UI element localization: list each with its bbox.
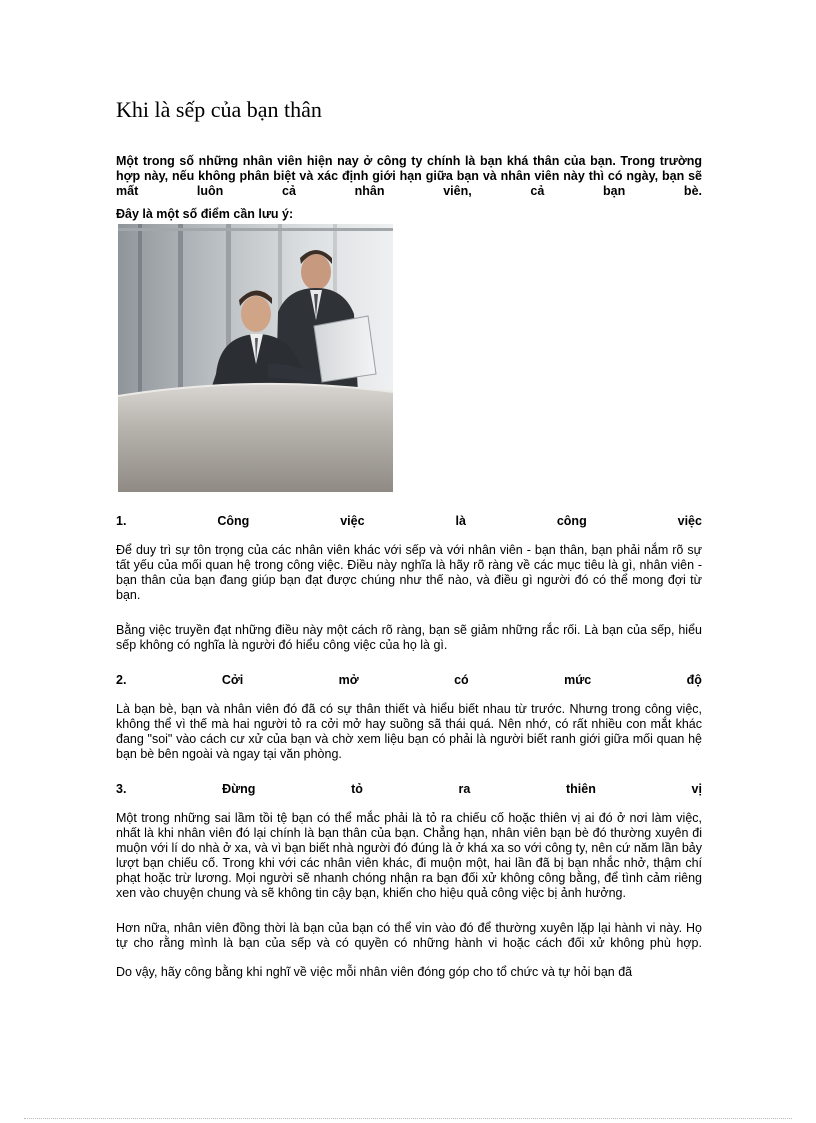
- section-1-heading-word: việc: [340, 514, 365, 528]
- section-3-paragraph-1: Một trong những sai lầm tồi tệ bạn có thể mắc phải là tỏ ra chiếu cố hoặc thiên vị ai đó ở nơi làm việc, nhất là khi nhân viên đó lại chính là bạn thân của bạn. Chẳng hạn, nhân viên bạn bè đó thường xuyên đi muộn với lí do nhà ở xa, và vì bạn biết nhà người đó đúng là ở khá xa so với công ty, nên cứ năm lần bảy lượt bạn chiếu cố. Trong khi với các nhân viên khác, đi muộn một, hai lần đã bị bạn nhắc nhở, thậm chí phạt hoặc trừ lương. Mọi người sẽ nhanh chóng nhận ra bạn đối xử không công bằng, để tình cảm riêng xen vào chuyện chung và sẽ không tin cậy bạn, khiến cho hiệu quả công việc bị ảnh hưởng.: [116, 811, 702, 900]
- section-2-heading-word: có: [454, 673, 469, 687]
- notes-lead: Đây là một số điểm cần lưu ý:: [116, 207, 294, 221]
- section-3-paragraph-2: Hơn nữa, nhân viên đồng thời là bạn của bạn có thể vin vào đó để thường xuyên lặp lại hành vi này. Họ tự cho rằng mình là bạn của sếp và có quyền có những hành vi hoặc cách đối xử không phù hợp.: [116, 921, 702, 950]
- section-1-heading-word: Công: [217, 514, 250, 528]
- section-2-heading-word: 2.: [116, 673, 127, 687]
- section-3-heading-word: Đừng: [222, 782, 256, 796]
- section-3-heading-word: thiên: [566, 782, 596, 796]
- section-3-heading-word: ra: [458, 782, 471, 796]
- section-2-heading-word: Cởi: [221, 673, 244, 687]
- section-1-heading-word: việc: [677, 514, 702, 528]
- section-1-paragraph-1: Để duy trì sự tôn trọng của các nhân viên khác với sếp và với nhân viên - bạn thân, bạn phải nắm rõ sự tất yếu của mối quan hệ trong công việc. Điều này nghĩa là hãy rõ ràng về các mục tiêu là gì, nhân viên - bạn thân của bạn đang giúp bạn đạt được chúng như thế nào, và điều gì người đó có thể mong đợi từ bạn.: [116, 543, 702, 602]
- section-1-heading-word: là: [455, 514, 466, 528]
- page-title: Khi là sếp của bạn thân: [116, 97, 322, 122]
- section-1-paragraph-2: Bằng việc truyền đạt những điều này một cách rõ ràng, bạn sẽ giảm những rắc rối. Là bạn của sếp, hiểu sếp không có nghĩa là người đó hiểu công việc của họ là gì.: [116, 623, 702, 652]
- section-1-heading-word: 1.: [116, 514, 127, 528]
- section-2-heading-word: mức: [564, 673, 592, 687]
- section-3-heading-word: vị: [691, 782, 702, 796]
- document-page: [116, 96, 702, 1000]
- intro-paragraph: Một trong số những nhân viên hiện nay ở công ty chính là bạn khá thân của bạn. Trong trường hợp này, nếu không phân biệt và xác định giới hạn giữa bạn và nhân viên này thì có ngày, bạn sẽ mất luôn cả nhân viên, cả bạn bè.: [116, 154, 702, 198]
- section-2-heading-word: mở: [338, 673, 359, 687]
- page-bottom-divider: [24, 1118, 792, 1119]
- section-2-heading: [116, 673, 702, 688]
- section-2-heading-word: độ: [686, 673, 702, 687]
- section-3-paragraph-3: Do vậy, hãy công bằng khi nghĩ về việc mỗi nhân viên đóng góp cho tổ chức và tự hỏi bạn đã: [116, 965, 633, 979]
- two-businessmen-at-laptop-photo: [118, 224, 393, 492]
- section-1-heading: [116, 514, 702, 529]
- section-2-paragraph-1: Là bạn bè, bạn và nhân viên đó đã có sự thân thiết và hiểu biết nhau từ trước. Nhưng trong công việc, không thể vì thế mà hai người tỏ ra cởi mở hay suồng sã thái quá. Nên nhớ, có rất nhiều con mắt khác đang "soi" vào cách cư xử của bạn và chờ xem liệu bạn có phải là người biết ranh giới giữa mối quan hệ bạn bè bên ngoài và ngay tại văn phòng.: [116, 702, 702, 761]
- section-3-heading-word: 3.: [116, 782, 127, 796]
- section-1-heading-word: công: [556, 514, 587, 528]
- section-3-heading: [116, 782, 702, 797]
- section-3-heading-word: tỏ: [351, 782, 363, 796]
